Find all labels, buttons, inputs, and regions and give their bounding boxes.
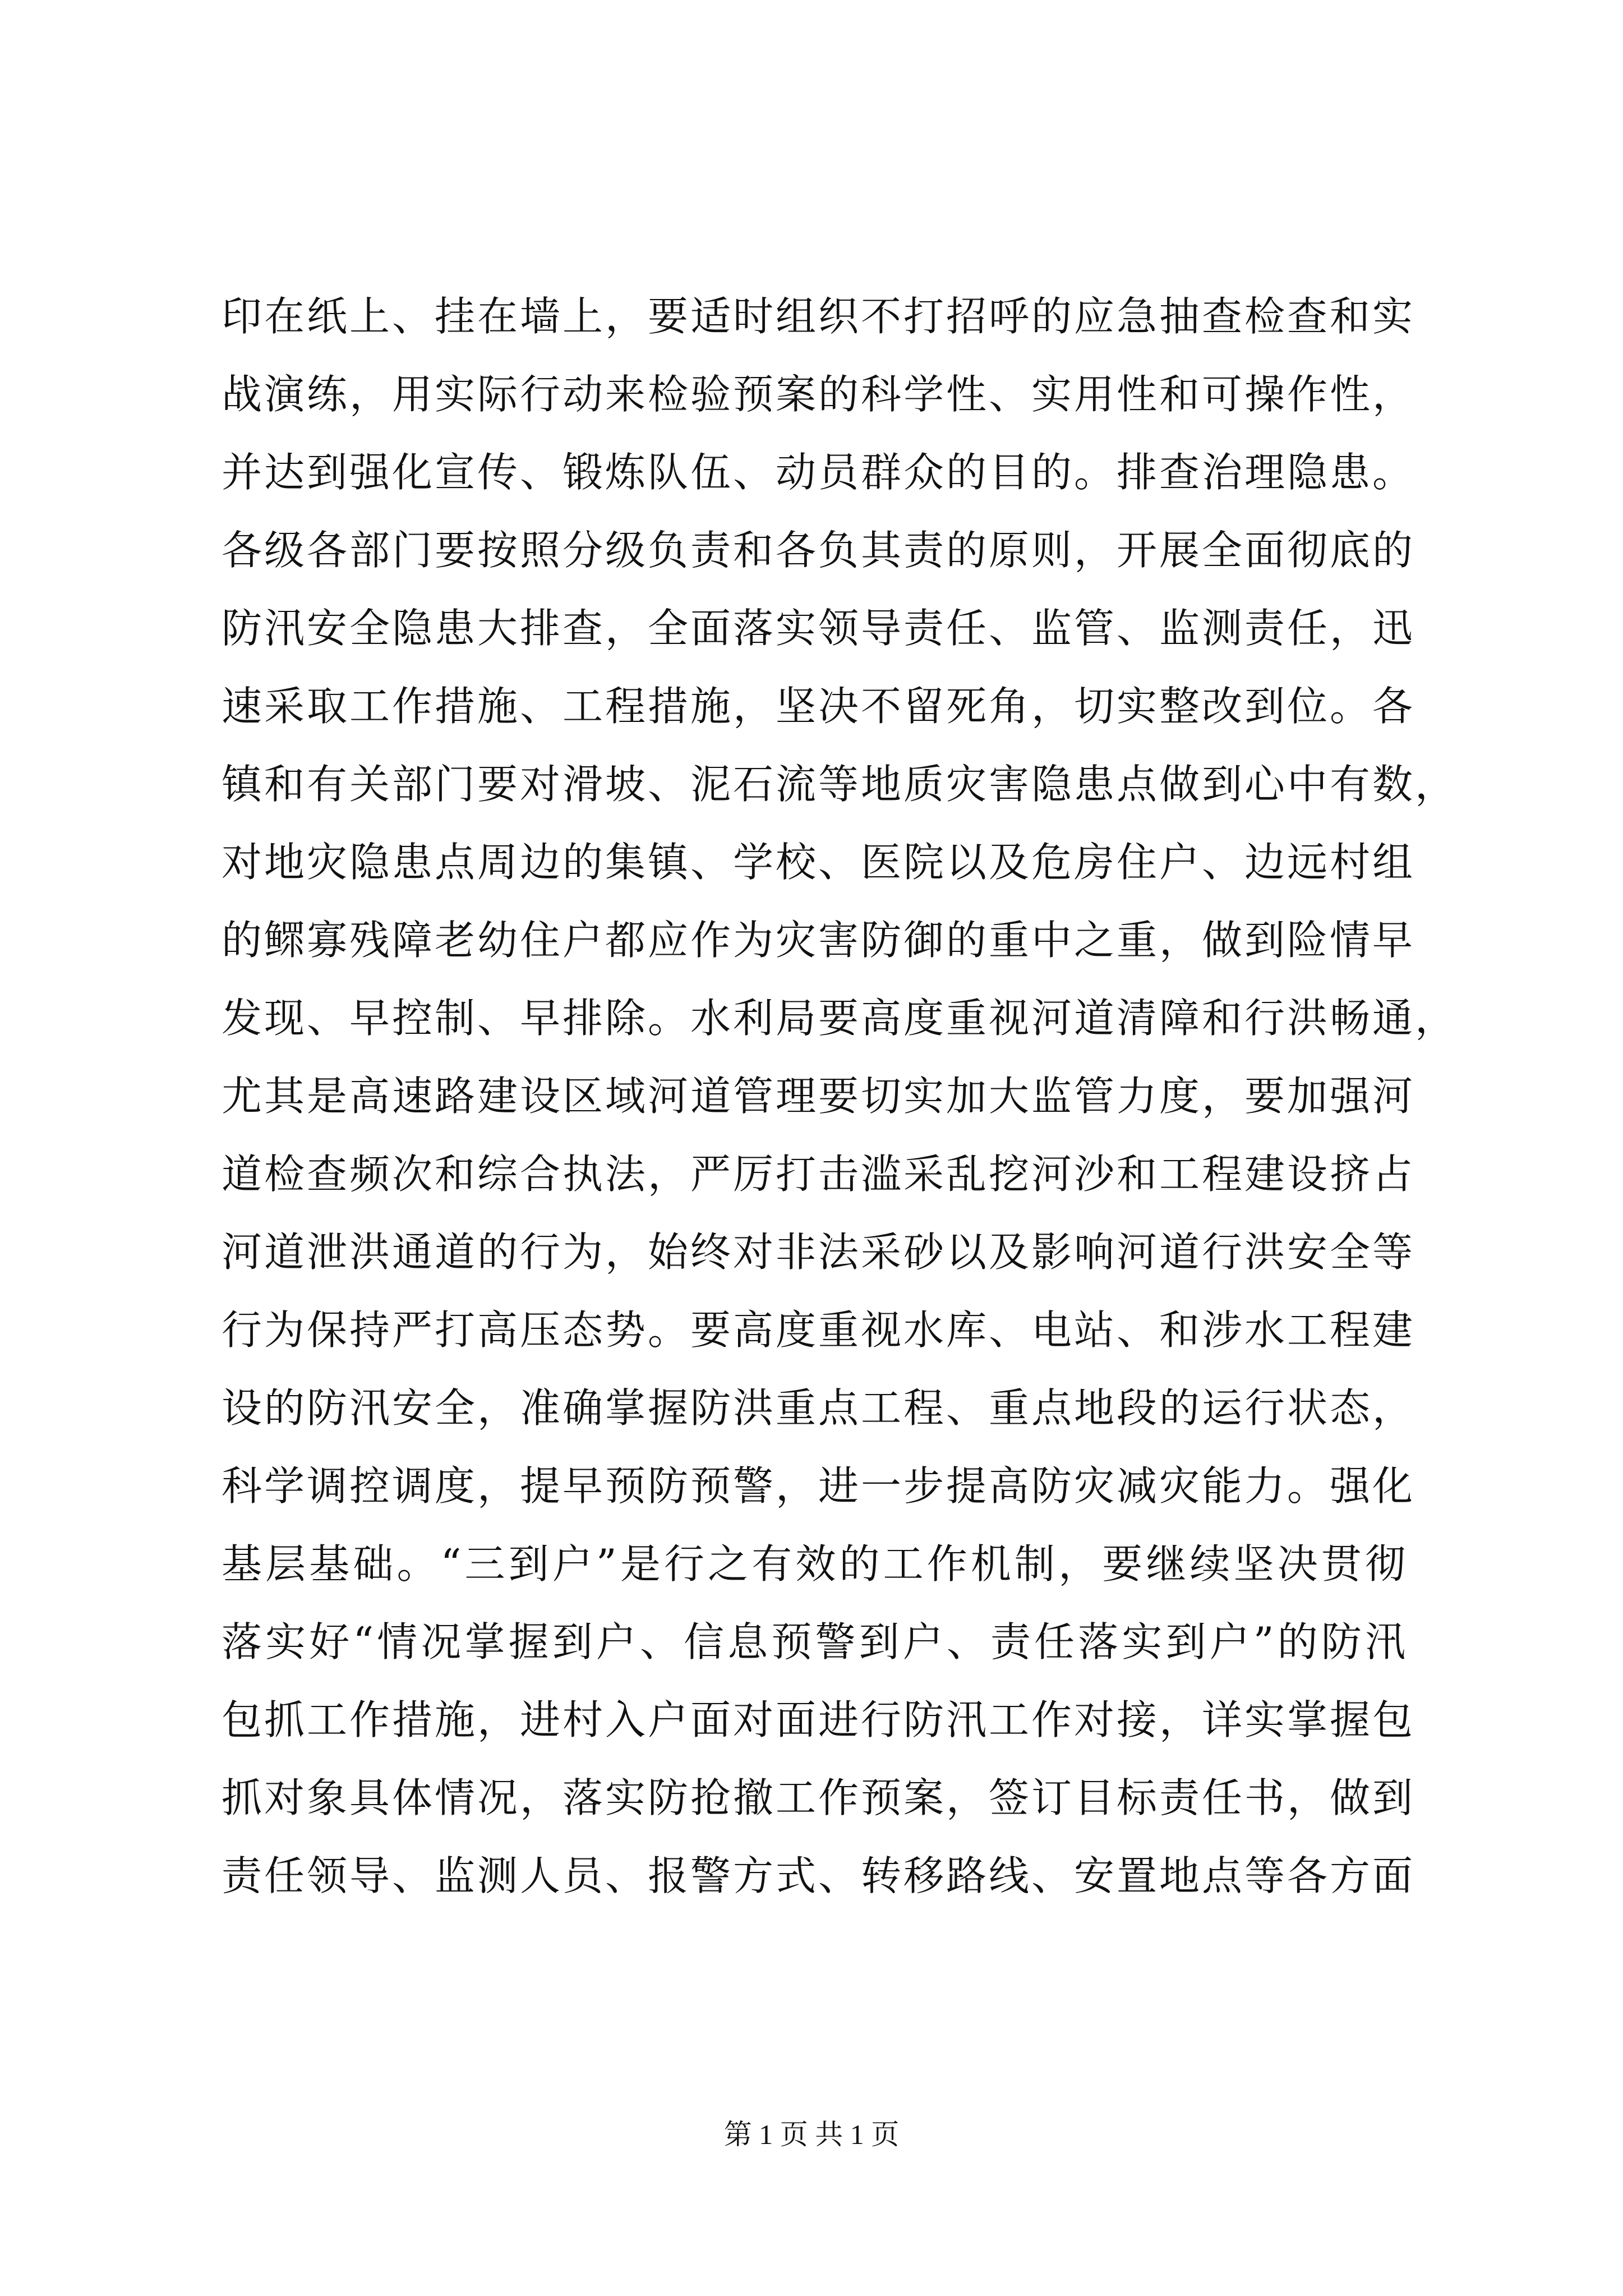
text-line: 尤其是高速路建设区域河道管理要切实加大监管力度，要加强河 bbox=[222, 1073, 1415, 1120]
text-line: 河道泄洪通道的行为，始终对非法采砂以及影响河道行洪安全等 bbox=[222, 1228, 1415, 1276]
text-line: 战演练，用实际行动来检验预案的科学性、实用性和可操作性， bbox=[222, 371, 1415, 418]
text-line: 镇和有关部门要对滑坡、泥石流等地质灾害隐患点做到心中有数， bbox=[222, 761, 1458, 808]
text-line: 印在纸上、挂在墙上，要适时组织不打招呼的应急抽查检查和实 bbox=[222, 293, 1415, 340]
text-line: 落实好“情况掌握到户、信息预警到户、责任落实到户”的防汛 bbox=[222, 1618, 1408, 1665]
text-line: 基层基础。“三到户”是行之有效的工作机制，要继续坚决贯彻 bbox=[222, 1540, 1408, 1588]
text-line: 的鳏寡残障老幼住户都应作为灾害防御的重中之重，做到险情早 bbox=[222, 917, 1415, 964]
page-number-footer: 第 1 页 共 1 页 bbox=[723, 2119, 900, 2150]
text-line: 防汛安全隐患大排查，全面落实领导责任、监管、监测责任，迅 bbox=[222, 605, 1415, 652]
body-text bbox=[222, 278, 1458, 1915]
text-line: 行为保持严打高压态势。要高度重视水库、电站、和涉水工程建 bbox=[222, 1306, 1415, 1354]
text-line: 责任领导、监测人员、报警方式、转移路线、安置地点等各方面 bbox=[222, 1852, 1415, 1899]
text-line: 抓对象具体情况，落实防抢撤工作预案，签订目标责任书，做到 bbox=[222, 1774, 1415, 1821]
text-line: 发现、早控制、早排除。水利局要高度重视河道清障和行洪畅通， bbox=[222, 995, 1458, 1042]
text-line: 并达到强化宣传、锻炼队伍、动员群众的目的。排查治理隐患。 bbox=[222, 449, 1415, 496]
text-line: 包抓工作措施，进村入户面对面进行防汛工作对接，详实掌握包 bbox=[222, 1696, 1415, 1743]
text-line: 道检查频次和综合执法，严厉打击滥采乱挖河沙和工程建设挤占 bbox=[222, 1151, 1415, 1198]
text-line: 速采取工作措施、工程措施，坚决不留死角，切实整改到位。各 bbox=[222, 683, 1415, 730]
text-line: 设的防汛安全，准确掌握防洪重点工程、重点地段的运行状态， bbox=[222, 1384, 1415, 1432]
text-line: 科学调控调度，提早预防预警，进一步提高防灾减灾能力。强化 bbox=[222, 1462, 1415, 1510]
text-line: 各级各部门要按照分级负责和各负其责的原则，开展全面彻底的 bbox=[222, 527, 1415, 574]
text-line: 对地灾隐患点周边的集镇、学校、医院以及危房住户、边远村组 bbox=[222, 839, 1415, 886]
